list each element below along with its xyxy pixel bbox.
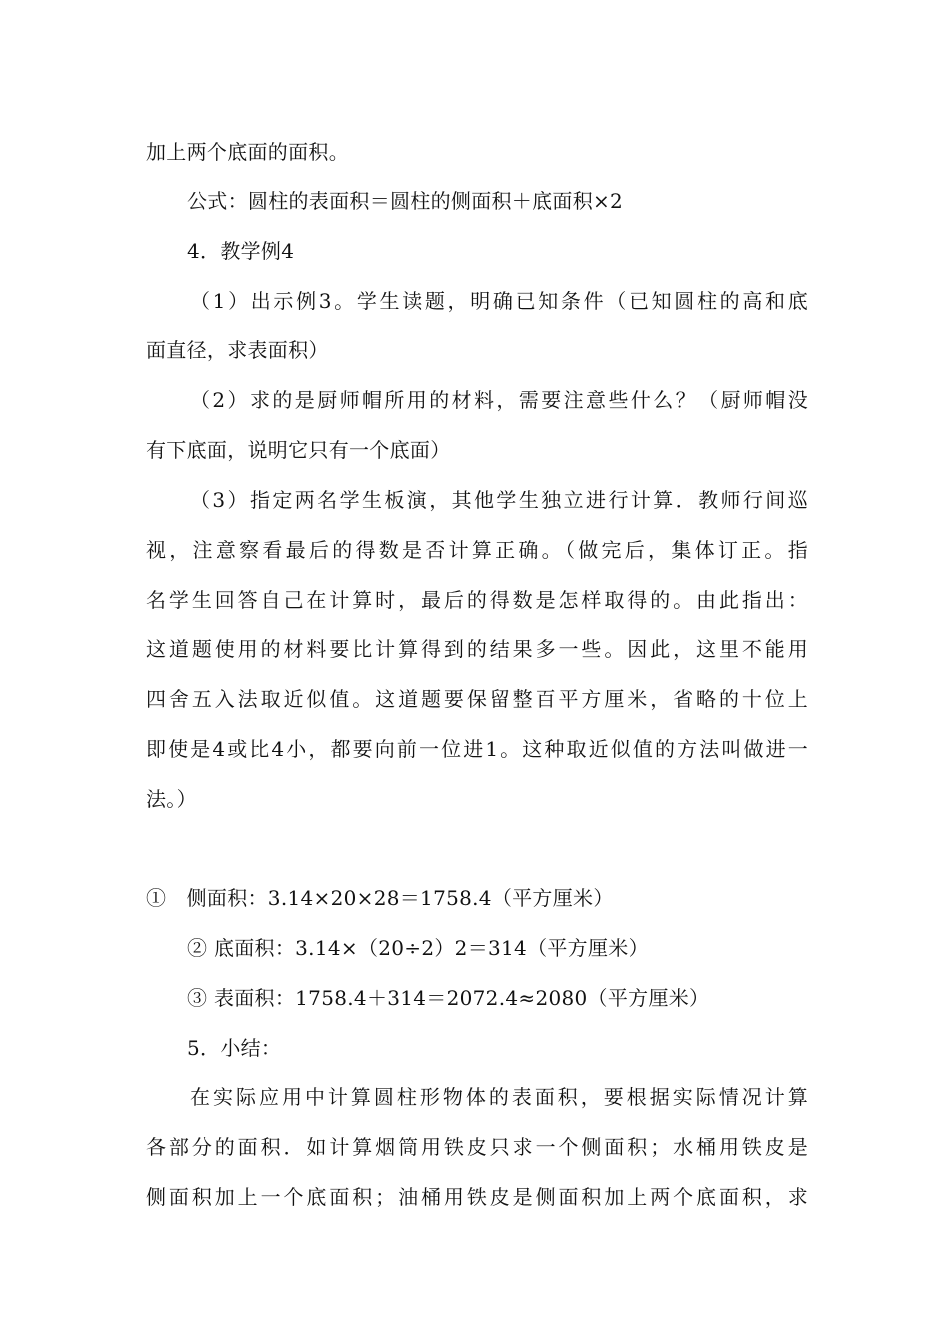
text-line: 这道题使用的材料要比计算得到的结果多一些。因此，这里不能用 — [146, 637, 808, 661]
text-line: 视，注意察看最后的得数是否计算正确。（做完后，集体订正。指 — [146, 538, 808, 562]
text-line: 即使是4或比4小，都要向前一位进1。这种取近似值的方法叫做进一 — [146, 737, 808, 761]
section-heading: 4．教学例4 — [187, 239, 295, 263]
text-line: 四舍五入法取近似值。这道题要保留整百平方厘米，省略的十位上 — [146, 687, 808, 711]
text-line: 侧面积加上一个底面积；油桶用铁皮是侧面积加上两个底面积，求 — [146, 1185, 808, 1209]
text-line: （1）出示例3。学生读题，明确已知条件（已知圆柱的高和底 — [190, 289, 808, 313]
text-line: 法。） — [146, 787, 197, 811]
text-line: 各部分的面积．如计算烟筒用铁皮只求一个侧面积；水桶用铁皮是 — [146, 1135, 808, 1159]
formula-line: 公式：圆柱的表面积＝圆柱的侧面积＋底面积×2 — [187, 189, 624, 213]
section-heading: 5．小结： — [187, 1036, 282, 1060]
text-line: （3）指定两名学生板演，其他学生独立进行计算．教师行间巡 — [190, 488, 808, 512]
text-line: 有下底面，说明它只有一个底面） — [146, 438, 451, 462]
calculation-line: ② 底面积：3.14×（20÷2）2＝314（平方厘米） — [187, 936, 649, 960]
text-line: 面直径，求表面积） — [146, 338, 329, 362]
text-line: 名学生回答自己在计算时，最后的得数是怎样取得的。由此指出： — [146, 588, 808, 612]
calculation-line: ① 侧面积：3.14×20×28＝1758.4（平方厘米） — [146, 886, 614, 910]
calculation-line: ③ 表面积：1758.4＋314＝2072.4≈2080（平方厘米） — [187, 986, 710, 1010]
text-line: （2）求的是厨师帽所用的材料，需要注意些什么？（厨师帽没 — [190, 388, 808, 412]
text-line: 在实际应用中计算圆柱形物体的表面积，要根据实际情况计算 — [190, 1085, 808, 1109]
text-line: 加上两个底面的面积。 — [146, 140, 349, 164]
